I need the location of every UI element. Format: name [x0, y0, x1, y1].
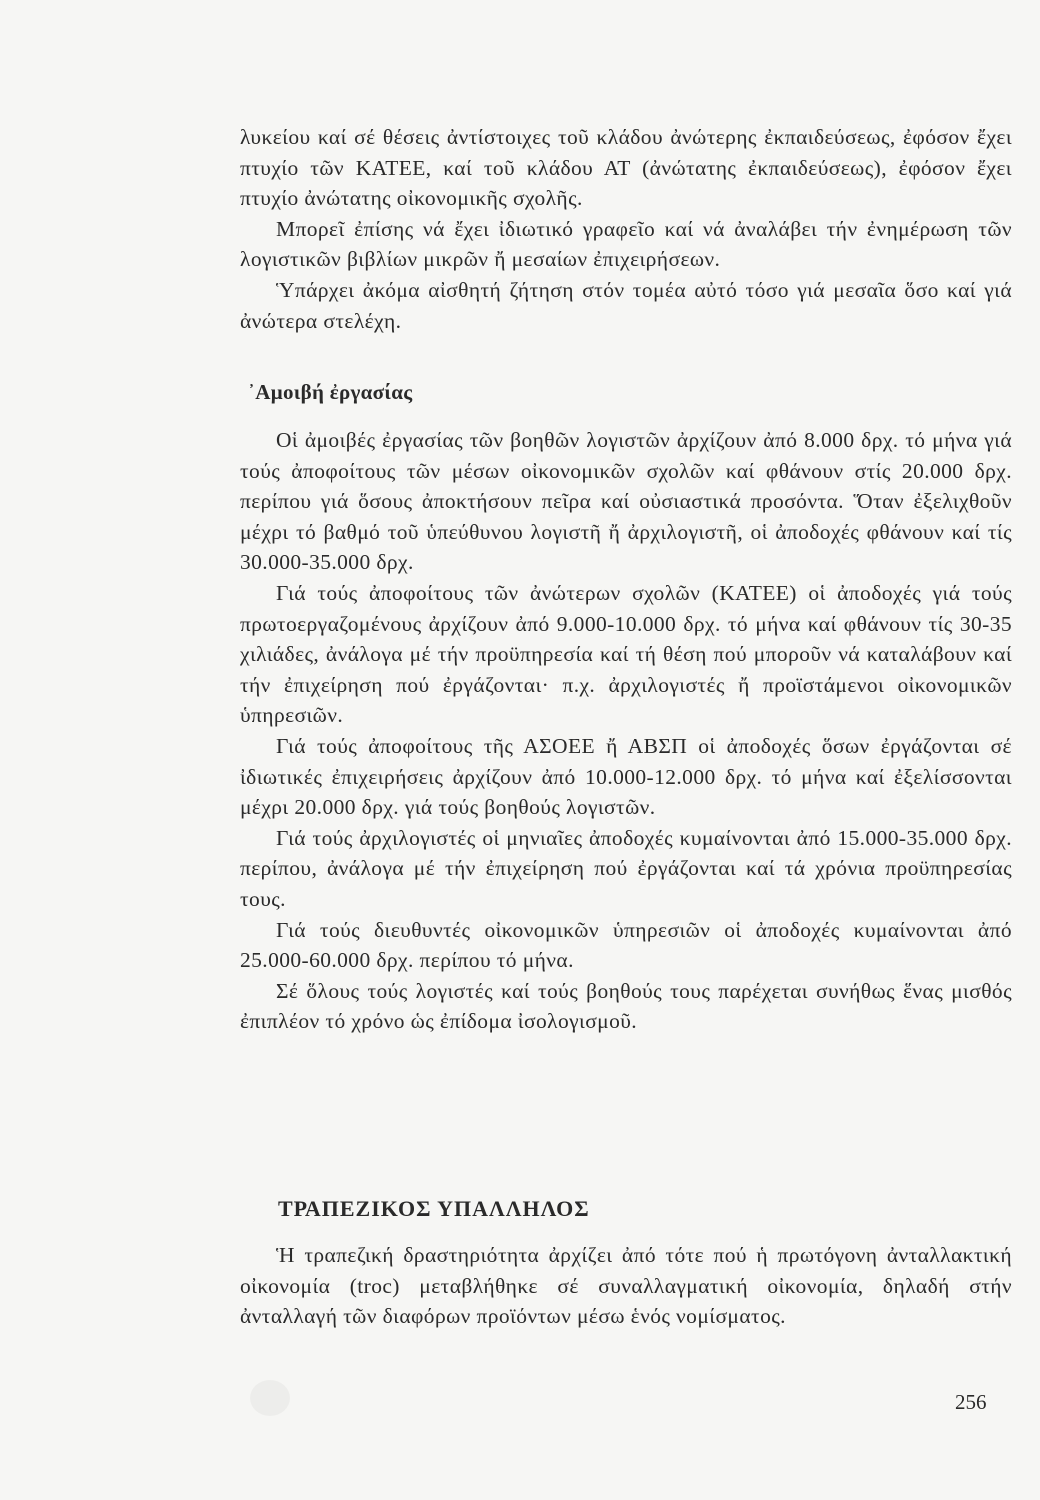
text-block-two	[240, 425, 1012, 1037]
text-block-one	[240, 122, 1012, 336]
chapter-heading: ΤΡΑΠΕΖΙΚΟΣ ΥΠΑΛΛΗΛΟΣ	[278, 1196, 590, 1221]
paragraph-chief-accountants: Γιά τούς ἀρχιλογιστές οἱ μηνιαῖες ἀποδοχές κυμαίνονται ἀπό 15.000-35.000 δρχ. περίπου, ἀνάλογα μέ τήν ἐπιχείρηση πού ἐργάζονται καί τά χρόνια προϋπηρεσίας τους.	[240, 825, 1012, 911]
paragraph-katee-salary: Γιά τούς ἀποφοίτους τῶν ἀνώτερων σχολῶν (ΚΑΤΕΕ) οἱ ἀποδοχές γιά τούς πρωτοεργαζομένους ἀρχίζουν ἀπό 9.000-10.000 δρχ. τό μήνα καί φθάνουν τίς 30-35 χιλιάδες, ἀνάλογα μέ τήν προϋπηρεσία καί τή θέση πού μποροῦν νά καταλάβουν καί τήν ἐπιχείρηση πού ἐργάζονται· π.χ. ἀρχιλογιστές ἤ προϊστάμενοι οἰκονομικῶν ὑπηρεσιῶν.	[240, 580, 1012, 728]
paragraph-asoee-salary: Γιά τούς ἀποφοίτους τῆς ΑΣΟΕΕ ἤ ΑΒΣΠ οἱ ἀποδοχές ὅσων ἐργάζονται σέ ἰδιωτικές ἐπιχειρήσεις ἀρχίζουν ἀπό 10.000-12.000 δρχ. τό μήνα καί ἐξελίσσονται μέχρι 20.000 δρχ. γιά τούς βοηθούς λογιστῶν.	[240, 733, 1012, 820]
paragraph-private-office: Μπορεῖ ἐπίσης νά ἔχει ἰδιωτικό γραφεῖο καί νά ἀναλάβει τήν ἐνημέρωση τῶν λογιστικῶν βιβλίων μικρῶν ἤ μεσαίων ἐπιχειρήσεων.	[240, 216, 1012, 272]
paragraph-continued: λυκείου καί σέ θέσεις ἀντίστοιχες τοῦ κλάδου ἀνώτερης ἐκπαιδεύσεως, ἐφόσον ἔχει πτυχίο τῶν ΚΑΤΕΕ, καί τοῦ κλάδου ΑΤ (ἀνώτατης ἐκπαιδεύσεως), ἐφόσον ἔχει πτυχίο ἀνώτατης οἰκονομικῆς σχολῆς.	[240, 125, 1012, 211]
paragraph-directors: Γιά τούς διευθυντές οἰκονομικῶν ὑπηρεσιῶν οἱ ἀποδοχές κυμαίνονται ἀπό 25.000-60.000 δρχ. περίπου τό μήνα.	[240, 917, 1012, 973]
text-block-three	[240, 1240, 1012, 1332]
paragraph-bonus: Σέ ὅλους τούς λογιστές καί τούς βοηθούς τους παρέχεται συνήθως ἕνας μισθός ἐπιπλέον τό χρόνο ὡς ἐπίδομα ἰσολογισμοῦ.	[240, 978, 1012, 1034]
paragraph-banking-intro: Ἡ τραπεζική δραστηριότητα ἀρχίζει ἀπό τότε πού ἡ πρωτόγονη ἀνταλλακτική οἰκονομία (troc) μεταβλήθηκε σέ συναλλαγματική οἰκονομία, δηλαδή στήν ἀνταλλαγή τῶν διαφόρων προϊόντων μέσω ἑνός νομίσματος.	[240, 1243, 1012, 1329]
paragraph-assistants-salary: Οἱ ἀμοιβές ἐργασίας τῶν βοηθῶν λογιστῶν ἀρχίζουν ἀπό 8.000 δρχ. τό μήνα γιά τούς ἀποφοίτους τῶν μέσων οἰκονομικῶν σχολῶν καί φθάνουν στίς 20.000 δρχ. περίπου γιά ὅσους ἀποκτήσουν πεῖρα καί οὐσιαστικά προσόντα. Ὅταν ἐξελιχθοῦν μέχρι τό βαθμό τοῦ ὑπεύθυνου λογιστῆ ἤ ἀρχιλογιστῆ, οἱ ἀποδοχές φθάνουν καί τίς 30.000-35.000 δρχ.	[240, 428, 1012, 575]
paragraph-demand: Ὑπάρχει ἀκόμα αἰσθητή ζήτηση στόν τομέα αὐτό τόσο γιά μεσαῖα ὅσο καί γιά ἀνώτερα στελέχη.	[240, 277, 1012, 333]
scan-smudge	[250, 1380, 290, 1416]
page-number: 256	[955, 1390, 987, 1414]
subheading-salary: ᾿Αμοιβή ἐργασίας	[248, 380, 413, 404]
